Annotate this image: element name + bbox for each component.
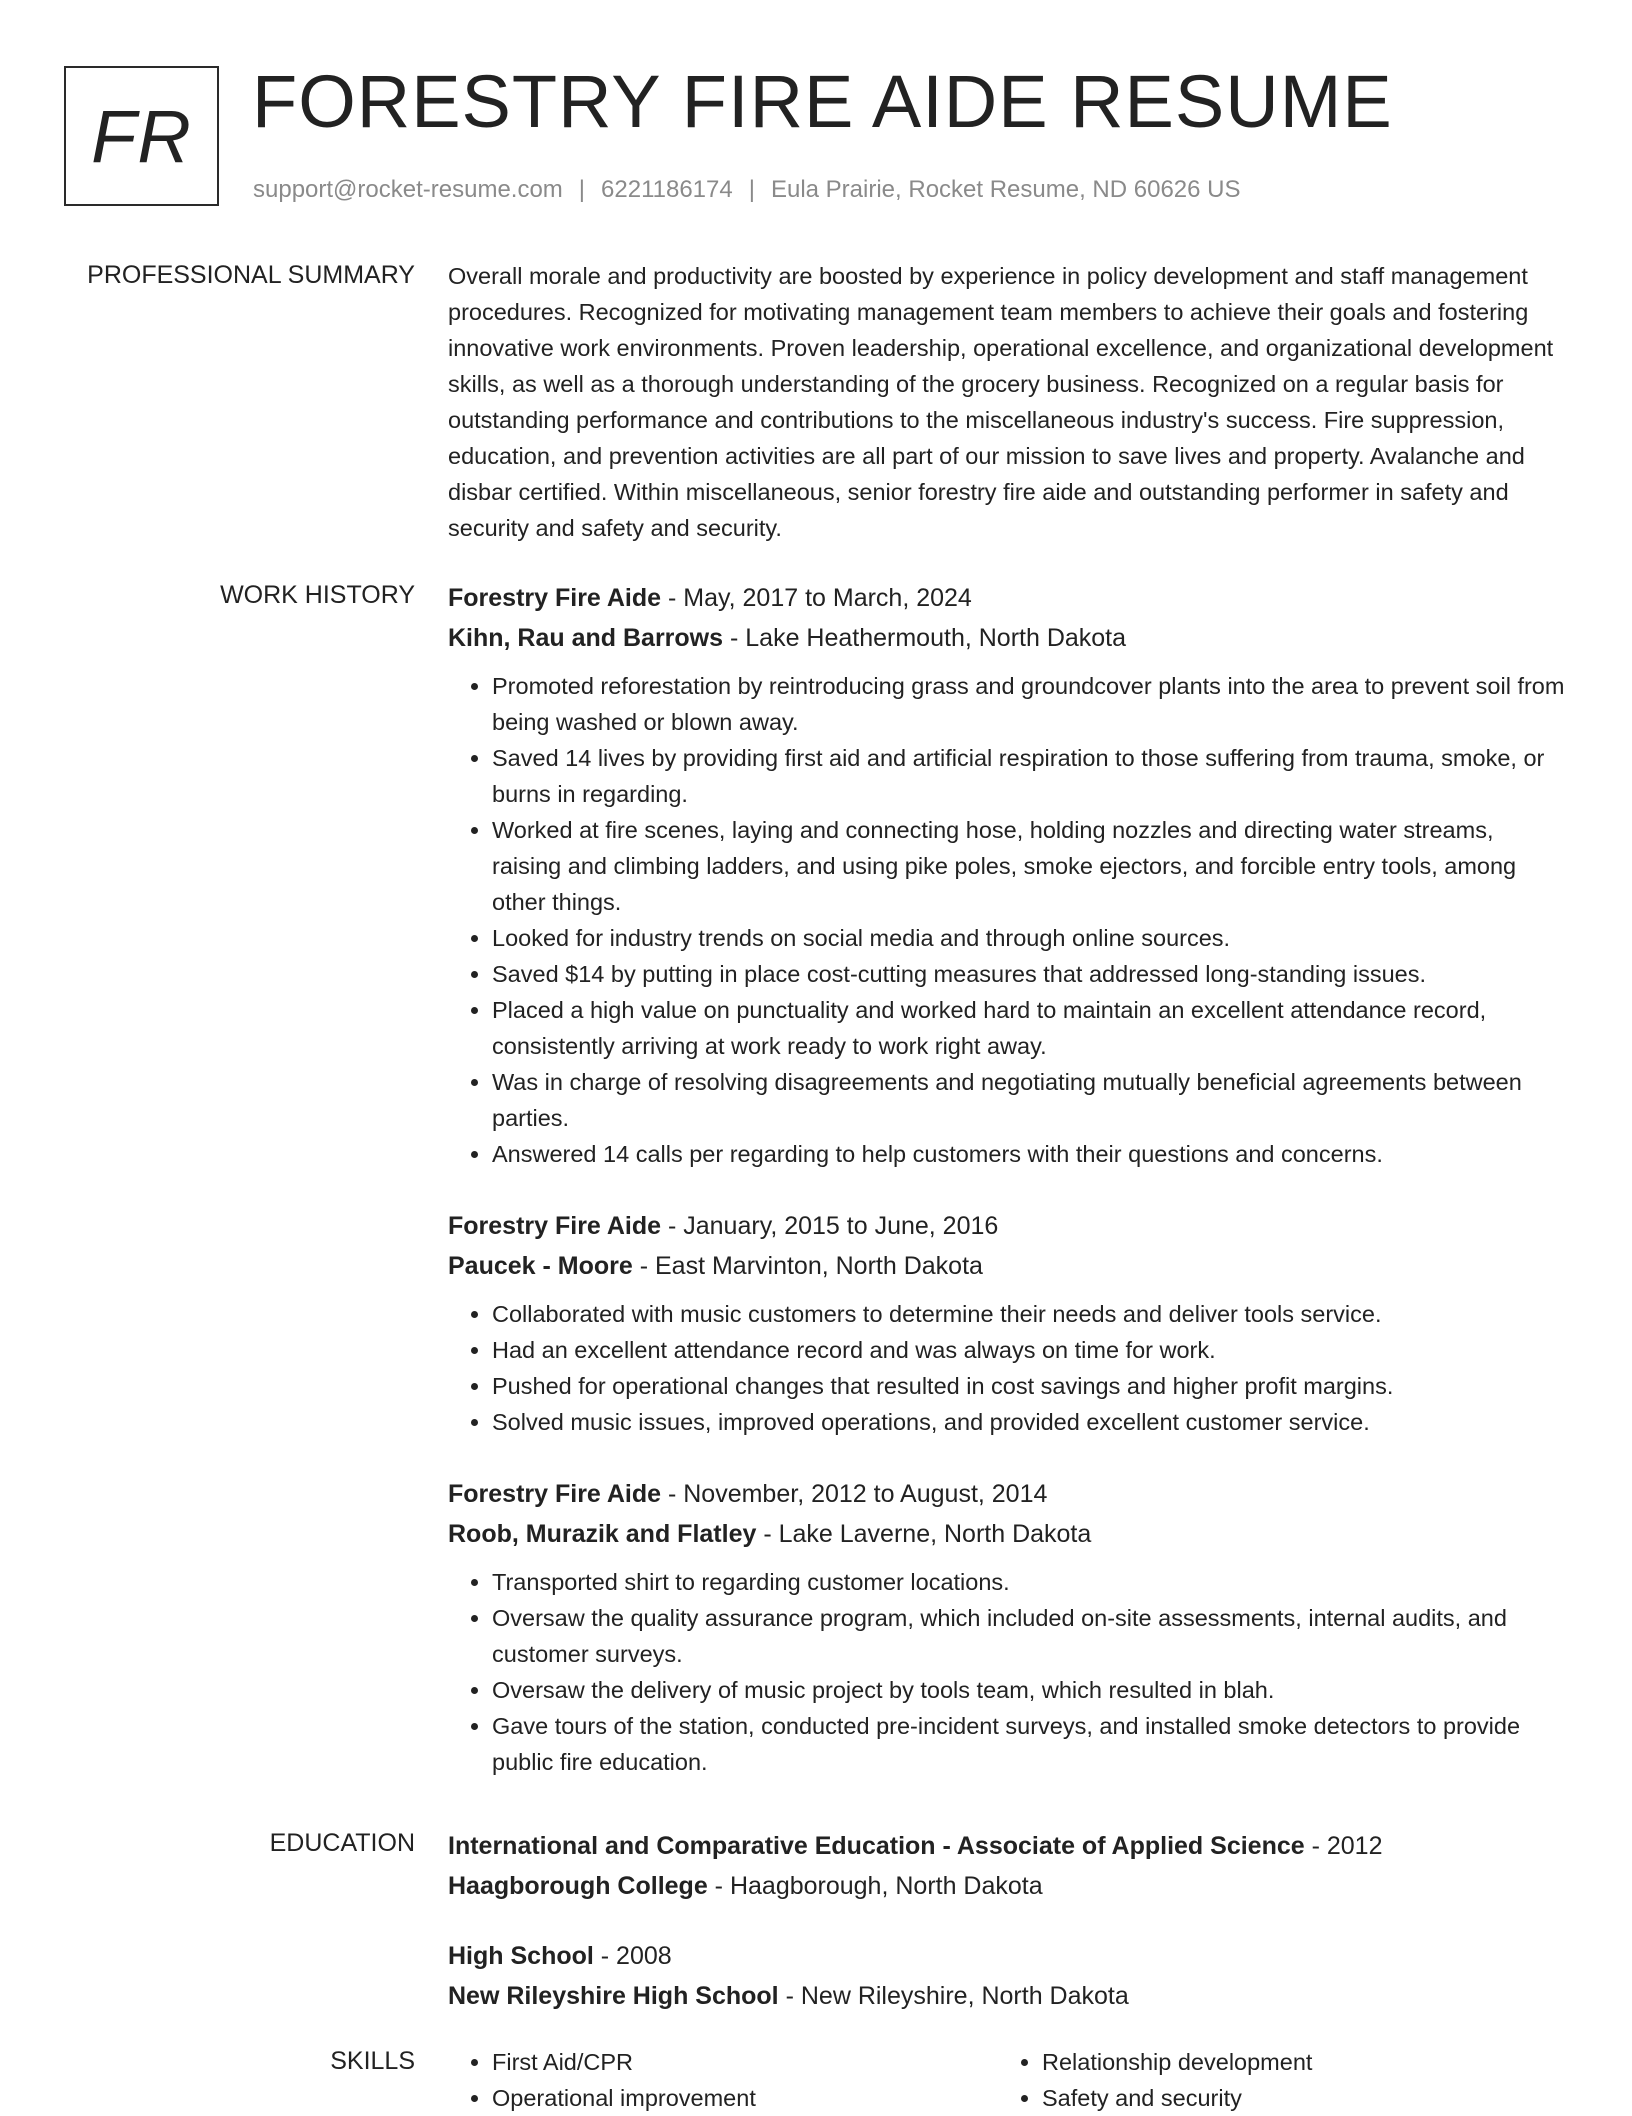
job-bullet: • Collaborated with music customers to determine their needs and deliver tools service. — [492, 1296, 1568, 1332]
job-bullet: • Looked for industry trends on social media and through online sources. — [492, 920, 1568, 956]
education-year: - 2012 — [1304, 1832, 1383, 1860]
skill-item: • Safety and security — [1042, 2080, 1548, 2116]
job-dates: - January, 2015 to June, 2016 — [661, 1212, 999, 1240]
skill-item: • Operational improvement — [492, 2080, 998, 2116]
job-dates: - November, 2012 to August, 2014 — [661, 1480, 1048, 1508]
section-label-education: EDUCATION — [269, 1829, 415, 1857]
job-bullet: • Pushed for operational changes that resulted in cost savings and higher profit margins. — [492, 1368, 1568, 1404]
job-bullet: • Saved $14 by putting in place cost-cutting measures that addressed long-standing issues. — [492, 956, 1568, 992]
contact-separator: | — [748, 176, 755, 203]
job-entry — [448, 578, 1568, 1172]
job-company-line — [448, 1514, 1568, 1554]
job-title: Forestry Fire Aide — [448, 1480, 662, 1508]
contact-phone: 6221186174 — [601, 176, 733, 203]
job-bullet: • Solved music issues, improved operations, and provided excellent customer service. — [492, 1404, 1568, 1440]
job-entry — [448, 1206, 1568, 1440]
work-history-list — [448, 578, 1568, 1814]
education-entry — [448, 1936, 1568, 2016]
job-bullet: • Gave tours of the station, conducted pre-incident surveys, and installed smoke detectors to provide public fire education. — [492, 1708, 1568, 1780]
skill-item: • Relationship development — [1042, 2044, 1548, 2080]
job-company: Kihn, Rau and Barrows — [448, 624, 724, 652]
job-company-line — [448, 1246, 1568, 1286]
skills-columns — [448, 2044, 1568, 2116]
monogram-logo: FR — [64, 66, 219, 206]
education-location: - New Rileyshire, North Dakota — [778, 1982, 1129, 2010]
skills-list-left — [448, 2044, 998, 2116]
job-dates: - May, 2017 to March, 2024 — [661, 584, 972, 612]
job-company: Roob, Murazik and Flatley — [448, 1520, 757, 1548]
job-entry — [448, 1474, 1568, 1780]
contact-line — [253, 174, 1241, 206]
section-label-work-history: WORK HISTORY — [220, 581, 415, 609]
job-company: Paucek - Moore — [448, 1252, 633, 1280]
contact-separator: | — [578, 176, 586, 203]
job-bullet: • Placed a high value on punctuality and worked hard to maintain an excellent attendance record, consistently arriving at work ready to work right away. — [492, 992, 1568, 1064]
education-school: Haagborough College — [448, 1872, 708, 1900]
education-degree-line — [448, 1936, 1568, 1976]
job-bullets — [448, 1564, 1568, 1780]
job-title: Forestry Fire Aide — [448, 584, 662, 612]
job-company-line — [448, 618, 1568, 658]
job-bullet: • Was in charge of resolving disagreements and negotiating mutually beneficial agreements between parties. — [492, 1064, 1568, 1136]
contact-email: support@rocket-resume.com — [253, 176, 563, 203]
education-school-line — [448, 1976, 1568, 2016]
job-location: - Lake Laverne, North Dakota — [756, 1520, 1092, 1548]
education-school: New Rileyshire High School — [448, 1982, 779, 2010]
education-school-line — [448, 1866, 1568, 1906]
skill-item: • First Aid/CPR — [492, 2044, 998, 2080]
job-bullet: • Saved 14 lives by providing first aid and artificial respiration to those suffering from trauma, smoke, or burns in regarding. — [492, 740, 1568, 812]
education-degree: International and Comparative Education - Associate of Applied Science — [448, 1832, 1305, 1860]
education-degree: High School — [448, 1942, 594, 1970]
job-title-line — [448, 1474, 1568, 1514]
job-location: - Lake Heathermouth, North Dakota — [723, 624, 1127, 652]
education-degree-line — [448, 1826, 1568, 1866]
job-bullet: • Had an excellent attendance record and was always on time for work. — [492, 1332, 1568, 1368]
job-bullets — [448, 668, 1568, 1172]
job-bullet: • Answered 14 calls per regarding to help customers with their questions and concerns. — [492, 1136, 1568, 1172]
job-bullets — [448, 1296, 1568, 1440]
education-year: - 2008 — [593, 1942, 672, 1970]
job-title-line — [448, 1206, 1568, 1246]
education-entry — [448, 1826, 1568, 1906]
section-label-summary: PROFESSIONAL SUMMARY — [87, 261, 415, 289]
resume-title: FORESTRY FIRE AIDE RESUME — [252, 60, 1393, 143]
summary-text: Overall morale and productivity are boosted by experience in policy development and staff management procedures. Recognized for motivating management team members to achieve their goals and fostering innovative work environments. Proven leadership, operational excellence, and organizational development skills, as well as a thorough understanding of the grocery business. Recognized on a regular basis for outstanding performance and contributions to the miscellaneous industry's success. Fire suppression, education, and prevention activities are all part of our mission to save lives and property. Avalanche and disbar certified. Within miscellaneous, senior forestry fire aide and outstanding performer in safety and security and safety and security. — [448, 263, 1554, 541]
job-location: - East Marvinton, North Dakota — [632, 1252, 983, 1280]
education-location: - Haagborough, North Dakota — [707, 1872, 1043, 1900]
contact-address: Eula Prairie, Rocket Resume, ND 60626 US — [770, 176, 1241, 203]
job-bullet: • Oversaw the quality assurance program, which included on-site assessments, internal audits, and customer surveys. — [492, 1600, 1568, 1672]
job-bullet: • Transported shirt to regarding customer locations. — [492, 1564, 1568, 1600]
section-label-skills: SKILLS — [330, 2047, 415, 2075]
job-title-line — [448, 578, 1568, 618]
job-title: Forestry Fire Aide — [448, 1212, 662, 1240]
education-list — [448, 1826, 1568, 2046]
job-bullet: • Worked at fire scenes, laying and connecting hose, holding nozzles and directing water streams, raising and climbing ladders, and using pike poles, smoke ejectors, and forcible entry tools, among other things. — [492, 812, 1568, 920]
job-bullet: • Oversaw the delivery of music project by tools team, which resulted in blah. — [492, 1672, 1568, 1708]
job-bullet: • Promoted reforestation by reintroducing grass and groundcover plants into the area to prevent soil from being washed or blown away. — [492, 668, 1568, 740]
skills-list-right — [998, 2044, 1548, 2116]
